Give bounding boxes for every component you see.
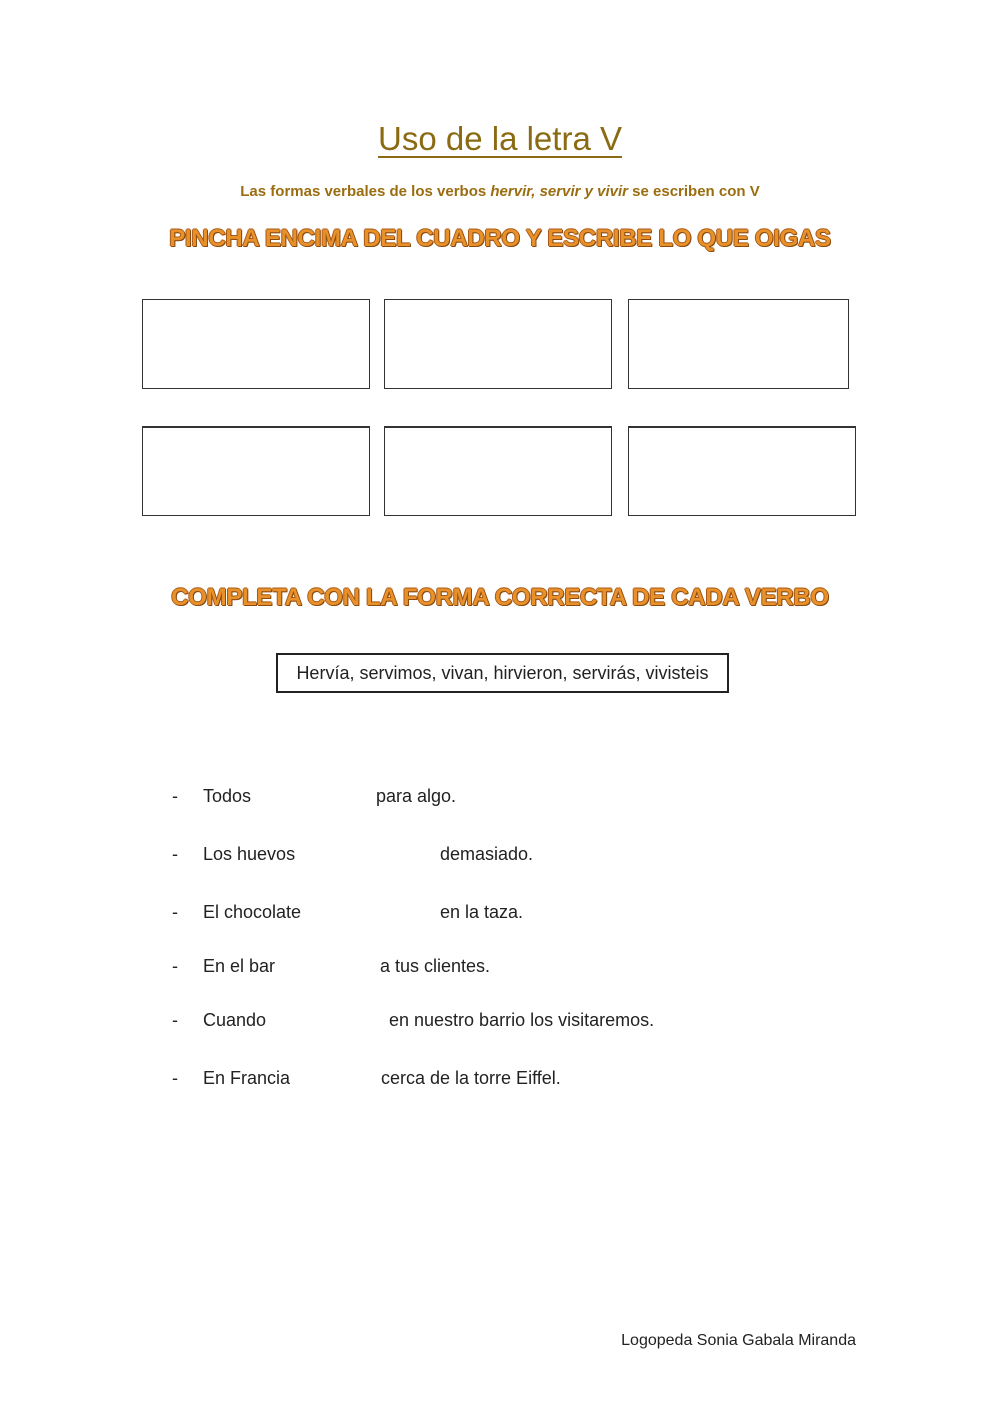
answer-box-4[interactable] [142,426,370,516]
sentence-5 [0,1007,1000,1033]
sentence-before: Los huevos [203,844,296,864]
sentence-dash: - [172,902,178,922]
section1-heading: PINCHA ENCIMA DEL CUADRO Y ESCRIBE LO QUE OIGAS [169,225,831,252]
blank-input-3[interactable] [310,901,438,925]
sentence-after: en la taza. [440,902,524,922]
subtitle-suffix: se escriben con V [628,183,760,200]
sentence-after: en nuestro barrio los visitaremos. [389,1010,655,1030]
answer-box-1[interactable] [142,299,370,389]
subtitle-prefix: Las formas verbales de los verbos [240,183,491,200]
blank-input-2[interactable] [302,843,438,867]
footer-credit: Logopeda Sonia Gabala Miranda [621,1332,856,1349]
sentence-1 [0,783,1000,809]
subtitle [0,183,1000,200]
sentence-before: El chocolate [203,902,302,922]
sentence-dash: - [172,1068,178,1088]
blank-input-6[interactable] [294,1067,378,1091]
sentence-3 [0,899,1000,925]
sentence-4 [0,953,1000,979]
sentence-6 [0,1065,1000,1091]
page-title: Uso de la letra V [378,120,622,157]
sentence-after: a tus clientes. [380,956,491,976]
sentence-2 [0,841,1000,867]
blank-input-4[interactable] [282,955,378,979]
section2-heading: COMPLETA CON LA FORMA CORRECTA DE CADA VERBO [171,584,829,611]
sentence-dash: - [172,786,178,806]
blank-input-1[interactable] [262,785,374,809]
sentence-dash: - [172,844,178,864]
sentence-after: demasiado. [440,844,534,864]
blank-input-5[interactable] [272,1009,386,1033]
subtitle-verbs: hervir, servir y vivir [490,183,628,200]
sentence-dash: - [172,1010,178,1030]
sentence-before: En Francia [203,1068,291,1088]
sentence-before: Cuando [203,1010,267,1030]
answer-box-2[interactable] [384,299,612,389]
word-bank: Hervía, servimos, vivan, hirvieron, servirás, vivisteis [276,653,729,693]
answer-box-6[interactable] [628,426,856,516]
sentence-dash: - [172,956,178,976]
sentence-after: cerca de la torre Eiffel. [381,1068,561,1088]
answer-box-3[interactable] [628,299,849,389]
sentence-before: Todos [203,786,252,806]
answer-box-5[interactable] [384,426,612,516]
sentence-after: para algo. [376,786,457,806]
sentence-before: En el bar [203,956,276,976]
